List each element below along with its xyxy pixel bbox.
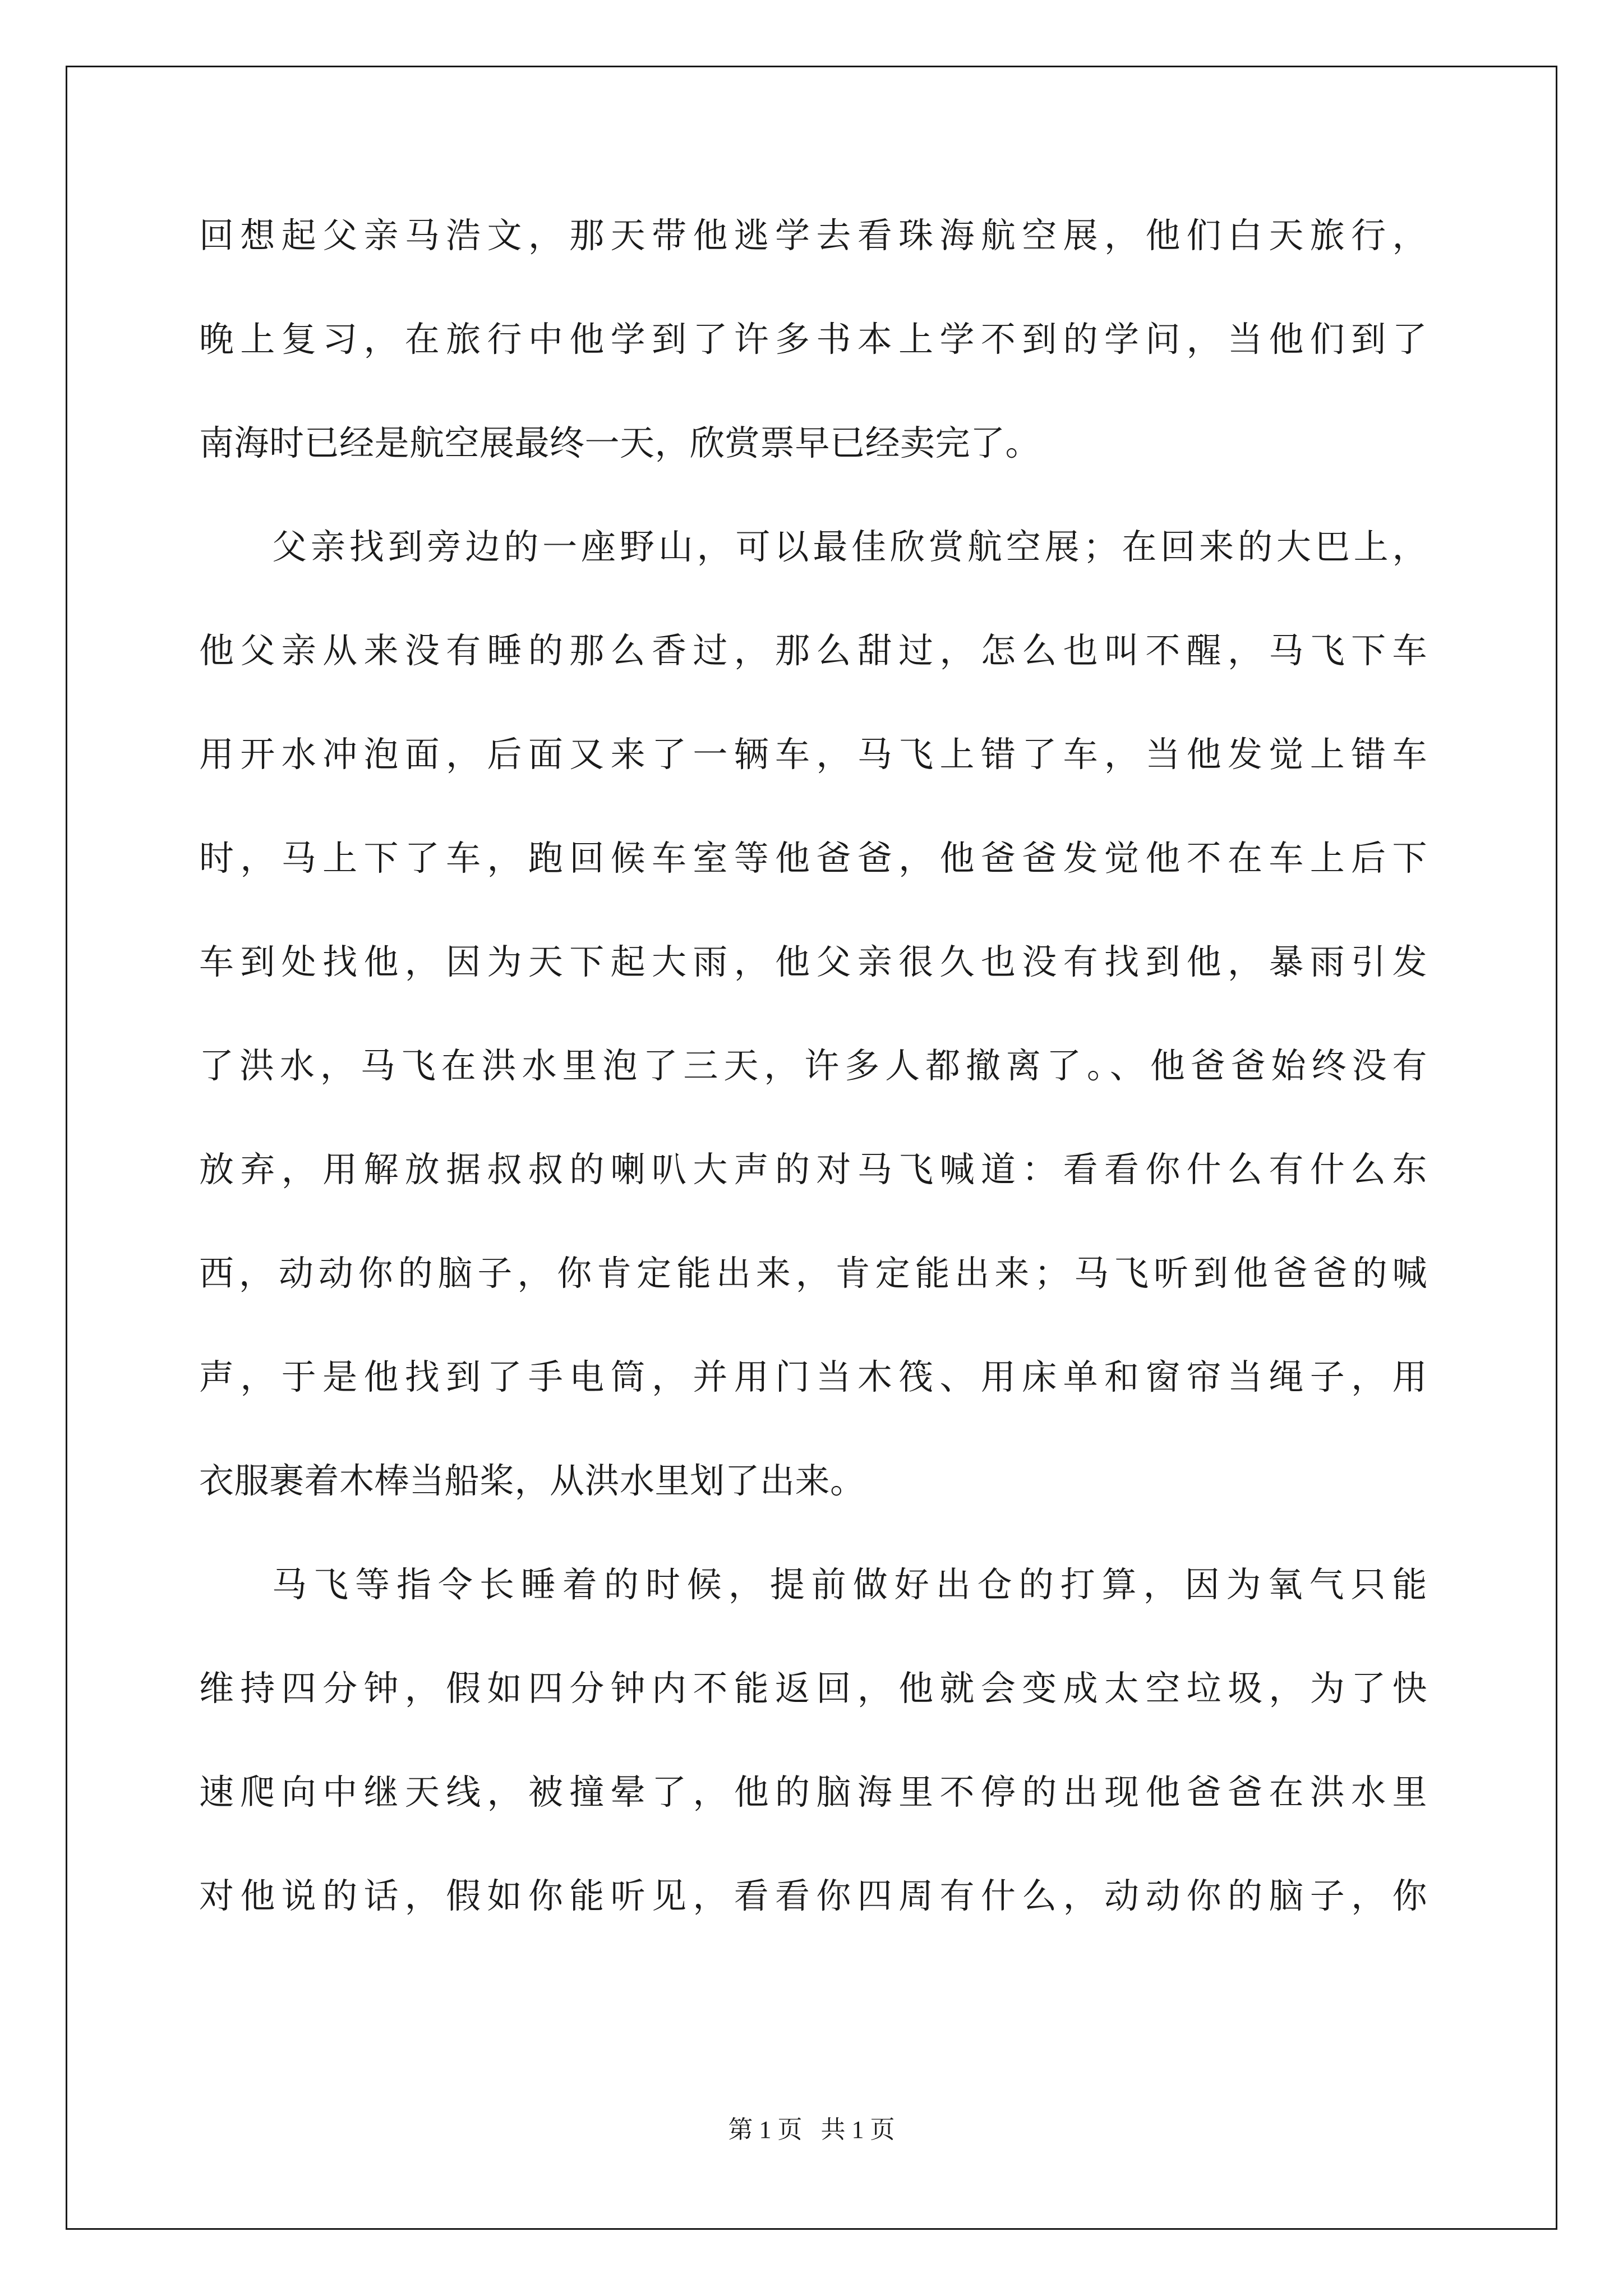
text-line: 放弃，用解放据叔叔的喇叭大声的对马飞喊道：看看你什么有什么东 (199, 1149, 1427, 1190)
text-line: 西，动动你的脑子，你肯定能出来，肯定能出来；马飞听到他爸爸的喊 (199, 1253, 1427, 1294)
text-line: 南海时已经是航空展最终一天，欣赏票早已经卖完了。 (199, 422, 1041, 463)
text-line: 马飞等指令长睡着的时候，提前做好出仓的打算，因为氧气只能 (272, 1564, 1427, 1605)
document-body (199, 202, 1427, 1966)
text-line: 声，于是他找到了手电筒，并用门当木筏、用床单和窗帘当绳子，用 (199, 1356, 1427, 1397)
text-line: 回想起父亲马浩文，那天带他逃学去看珠海航空展，他们白天旅行， (199, 215, 1427, 256)
text-line: 对他说的话，假如你能听见，看看你四周有什么，动动你的脑子，你 (199, 1875, 1427, 1916)
text-line: 用开水冲泡面，后面又来了一辆车，马飞上错了车，当他发觉上错车 (199, 734, 1427, 775)
page-number-label: 第 1 页 (728, 2116, 803, 2143)
page-footer (0, 2109, 1623, 2145)
text-line: 父亲找到旁边的一座野山，可以最佳欣赏航空展；在回来的大巴上， (272, 526, 1427, 567)
text-line: 维持四分钟，假如四分钟内不能返回，他就会变成太空垃圾，为了快 (199, 1668, 1427, 1709)
page-total-label: 共 1 页 (820, 2116, 895, 2143)
text-line: 时，马上下了车，跑回候车室等他爸爸，他爸爸发觉他不在车上后下 (199, 838, 1427, 878)
text-line: 了洪水，马飞在洪水里泡了三天，许多人都撤离了。、他爸爸始终没有 (199, 1045, 1427, 1086)
text-line: 衣服裹着木棒当船桨，从洪水里划了出来。 (199, 1460, 865, 1501)
text-line: 车到处找他，因为天下起大雨，他父亲很久也没有找到他，暴雨引发 (199, 941, 1427, 982)
text-line: 晚上复习，在旅行中他学到了许多书本上学不到的学问，当他们到了 (199, 319, 1427, 360)
text-line: 他父亲从来没有睡的那么香过，那么甜过，怎么也叫不醒，马飞下车 (199, 630, 1427, 671)
text-line: 速爬向中继天线，被撞晕了，他的脑海里不停的出现他爸爸在洪水里 (199, 1772, 1427, 1812)
